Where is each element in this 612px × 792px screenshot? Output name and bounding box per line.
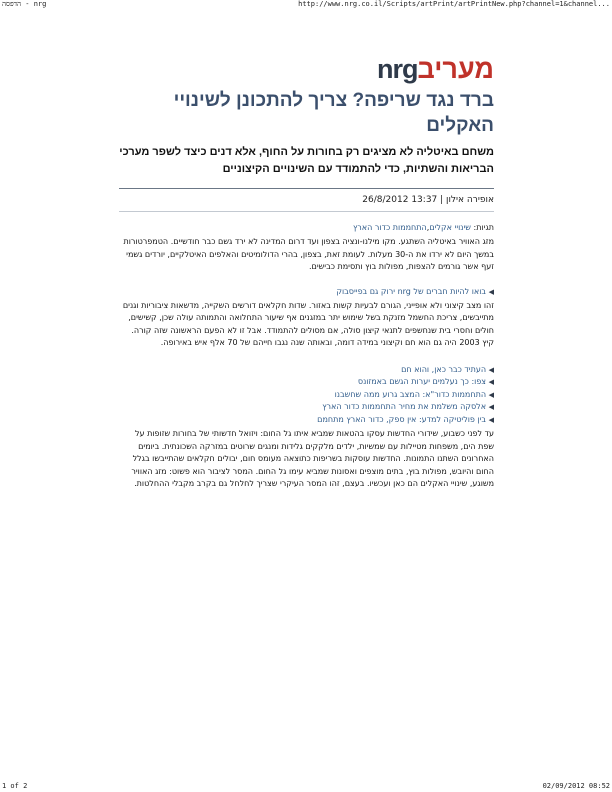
nrg-maariv-logo <box>377 54 494 85</box>
print-timestamp: 02/09/2012 08:52 <box>542 782 610 790</box>
triangle-left-icon: ◀ <box>488 390 494 399</box>
tag-link-global-warming[interactable]: התחממות כדור הארץ <box>352 223 427 232</box>
related-link-item[interactable] <box>119 389 494 402</box>
print-header-url: http://www.nrg.co.il/Scripts/artPrint/artPrintNew.php?channel=1&channel... <box>298 0 610 8</box>
title-divider <box>119 188 494 189</box>
print-footer <box>0 782 612 792</box>
logo-maariv: מעריב <box>417 54 494 84</box>
print-header-title: nrg - הדפסה <box>2 0 47 8</box>
related-link-text: העתיד כבר כאן, והוא חם <box>401 364 487 374</box>
byline-divider <box>119 211 494 212</box>
triangle-left-icon: ◀ <box>488 378 494 386</box>
facebook-link-row <box>119 286 494 298</box>
paragraph-3: עד לפני כשבוע, שידורי החדשות עסקו בהטאות שמביא איתו גל החום: ויזואל חדשותי של בחורות שזופות על שפת הים, משפחות מטיילות עם שמשיות, ילדים מלקקים גלידות ומנגים שרוטים במזרקה השכונתית. ביומים האחרונים השתנו התמונות. החדשות עוסקות בשריפות כתוצאה מעומס חום, יבולים חקלאים שהתייבשו בגלל החום והיובש, מפולות בוץ, בתים מוצפים ואסונות שמביא עימו גל החום. המסר לציבור הוא פשוט: מזג האוויר משוגע, שינויי האקלים הם כאן ועכשיו. בעצם, זהו המסר העיקרי שצריך לחלחל גם בקרב מקבלי ההחלטות. <box>131 429 494 488</box>
related-links <box>119 364 494 427</box>
tags-label: תגיות: <box>473 223 494 232</box>
related-link-item[interactable] <box>119 414 494 427</box>
related-link-item[interactable] <box>119 401 494 414</box>
related-link-text: צפו: כך נעלמים יערות הגשם באמזונס <box>357 377 487 386</box>
article <box>119 88 494 491</box>
related-link-text: בין פוליטיקה למדע: אין ספק, כדור הארץ מתחמם <box>317 414 487 424</box>
article-byline: אופירה אילון | 13:37 26/8/2012 <box>362 195 494 205</box>
print-header <box>0 0 612 10</box>
logo-nrg: nrg <box>377 54 418 84</box>
facebook-link[interactable]: בואו להיות חברים של nrg ירוק גם בפייסבוק <box>336 286 487 296</box>
related-link-item[interactable] <box>119 364 494 377</box>
paragraph-2: זהו מצב קיצוני ולא אופייני, הגורם לבעיות קשות באזור. שדות חקלאים דורשים השקייה, מדשאות ציבוריות וגנים מתייבשים, צריכת החשמל מזנקת בשל שימוש יתר במזגנים אף שיעור התחלואה והתמותה עולה שכן, קשישים, חולים וחסרי בית שנחשפים לתנאי קיצון סולה, אם מסולים להתמודד. אבל זו לא הפעם הראשונה שזה קורה. קיץ 2003 היה גם הוא חם וקיצוני במידה דומה, ובאותה שנה נגבו חייהם של 70 אלף איש באירופה. <box>122 300 494 347</box>
tags-line: תגיות: שינויי אקלים,התחממות כדור הארץ <box>352 223 494 232</box>
triangle-left-icon: ◀ <box>488 403 494 411</box>
page-count: 1 of 2 <box>2 782 28 790</box>
tag-link-climate-change[interactable]: שינויי אקלים <box>429 223 471 232</box>
related-link-text: אלסקה משלמת את מחיר התחממות כדור הארץ <box>322 402 487 411</box>
article-title: ברד נגד שריפה? צריך להתכונן לשינויי האקלים <box>173 90 494 136</box>
triangle-left-icon: ◀ <box>488 287 494 296</box>
related-link-item[interactable] <box>119 376 494 389</box>
triangle-left-icon: ◀ <box>488 365 494 374</box>
article-subtitle: משחם באיטליה לא מציגים רק בחורות על החוף, אלא דנים כיצד לשפר מערכי הבריאות והשתיות, כדי להתמודד עם השינויים הקיצוניים <box>119 146 494 175</box>
triangle-left-icon: ◀ <box>488 415 494 424</box>
related-link-text: התחממות כדור"א: המצב גרוע ממה שחשבנו <box>334 389 487 399</box>
paragraph-1: מזג האוויר באיטליה השתגע. מקו מילנו-ונציה בצפון ועד דרום המדינה לא ירד גשם כבר חודשיים. הטמפרטורות במשך היום לא ירדו את ה-30 מעלות. לעומת זאת, בצפון, בהרי הדולומיטים והאלפים האיטלקיים, יורדים גשמי זעף אשר גורמים להצפות, מפולות בוץ ותסימת כבישים. <box>123 237 494 271</box>
